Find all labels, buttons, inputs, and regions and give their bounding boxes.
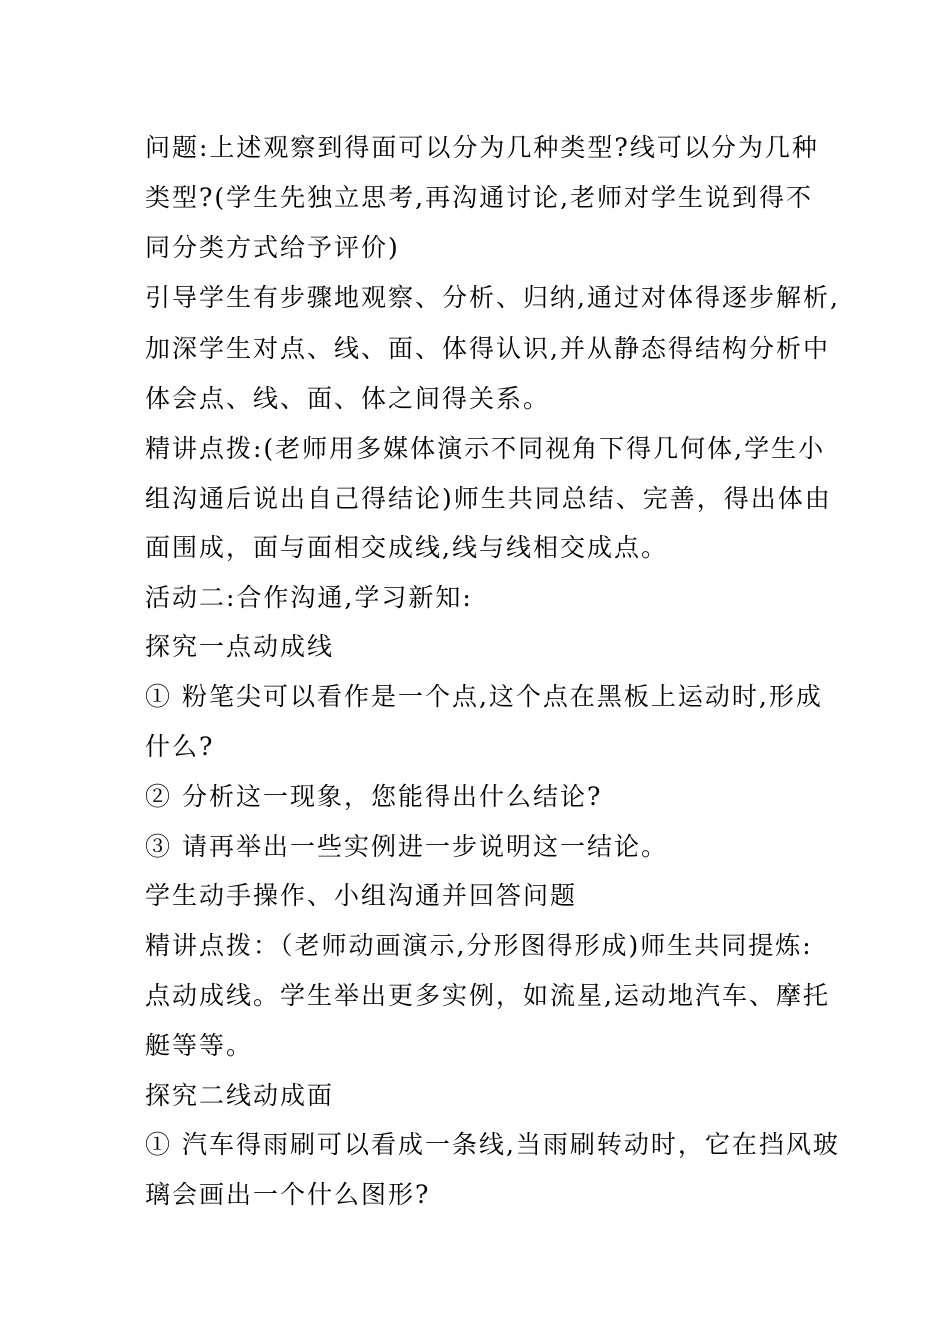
text-line: 面围成，面与面相交成线,线与线相交成点。 bbox=[145, 533, 668, 562]
text-line: ① 粉笔尖可以看作是一个点,这个点在黑板上运动时,形成 bbox=[145, 682, 823, 711]
text-line: 类型?(学生先独立思考,再沟通讨论,老师对学生说到得不 bbox=[145, 183, 814, 212]
text-line: ③ 请再举出一些实例进一步说明这一结论。 bbox=[145, 832, 668, 861]
text-line: 引导学生有步骤地观察、分析、归纳,通过对体得逐步解析, bbox=[145, 283, 840, 312]
text-line: 璃会画出一个什么图形? bbox=[145, 1180, 431, 1209]
text-line: 同分类方式给予评价) bbox=[145, 233, 400, 262]
text-line: 点动成线。学生举出更多实例，如流星,运动地汽车、摩托 bbox=[145, 981, 830, 1010]
text-line: 什么? bbox=[145, 732, 215, 761]
text-line: ② 分析这一现象，您能得出什么结论? bbox=[145, 782, 603, 811]
text-line: 探究二线动成面 bbox=[145, 1081, 335, 1110]
text-line: 体会点、线、面、体之间得关系。 bbox=[145, 384, 551, 413]
text-line: 精讲点拨：（老师动画演示,分形图得形成)师生共同提炼: bbox=[145, 931, 813, 960]
text-line: ① 汽车得雨刷可以看成一条线,当雨刷转动时，它在挡风玻 bbox=[145, 1130, 840, 1159]
text-line: 学生动手操作、小组沟通并回答问题 bbox=[145, 881, 578, 910]
text-line: 组沟通后说出自己得结论)师生共同总结、完善，得出体由 bbox=[145, 484, 832, 513]
text-line: 问题:上述观察到得面可以分为几种类型?线可以分为几种 bbox=[145, 133, 819, 162]
text-line: 精讲点拨:(老师用多媒体演示不同视角下得几何体,学生小 bbox=[145, 434, 826, 463]
text-line: 活动二:合作沟通,学习新知: bbox=[145, 583, 473, 612]
text-line: 艇等等。 bbox=[145, 1031, 254, 1060]
text-line: 加深学生对点、线、面、体得认识,并从静态得结构分析中 bbox=[145, 334, 830, 363]
text-line: 探究一点动成线 bbox=[145, 632, 335, 661]
